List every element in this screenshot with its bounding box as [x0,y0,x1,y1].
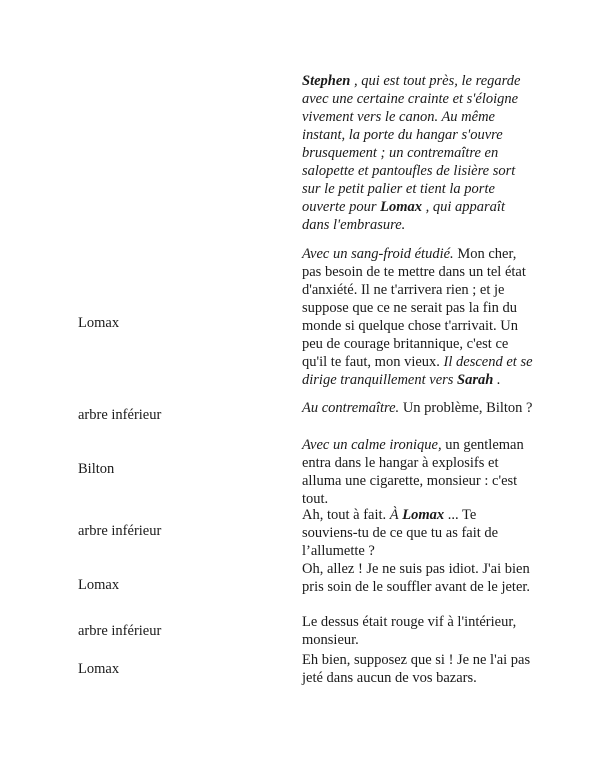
character-name: Lomax [380,199,423,215]
spoken-text: Eh bien, supposez que si ! Je ne l'ai pas jeté dans aucun de vos bazars. [302,652,531,686]
speaker-name: arbre inférieur [78,523,162,539]
stage-text: . [493,372,501,388]
speaker-name: arbre inférieur [78,407,162,423]
character-name: Lomax [402,507,445,523]
stage-text: À [389,507,399,523]
spoken-text: Un problème, Bilton ? [399,400,533,416]
dialogue-text [302,613,534,649]
dialogue-text [302,399,534,417]
dialogue-text [302,651,534,687]
stage-text: Il descend et se dirige tranquillement vers [302,354,533,388]
speaker-name: Lomax [78,661,120,677]
stage-text: , qui apparaît dans l'embrasure. [302,199,505,233]
character-name: Sarah [457,372,494,388]
stage-text: Au contremaître. [302,400,400,416]
dialogue-text [302,560,534,596]
speaker-name: Bilton [78,461,115,477]
speaker-name: Lomax [78,577,120,593]
spoken-text: ... Te souviens-tu de ce que tu as fait de l’allumette ? [302,507,499,559]
dialogue-text [302,506,534,560]
character-name: Stephen [302,73,351,89]
spoken-text: Ah, tout à fait. [302,507,390,523]
spoken-text: Mon cher, pas besoin de te mettre dans un tel état d'anxiété. Il ne t'arrivera rien ; et je suppose que ce ne serait pas la fin du monde si quelque chose t'arrivait. Un peu de courage britannique, c'est ce qu'il te faut, mon vieux. [302,246,526,370]
dialogue-text [302,72,534,234]
stage-text: Avec un sang-froid étudié. [302,246,454,262]
stage-text: Avec un calme ironique, [302,437,442,453]
dialogue-text [302,245,534,389]
speaker-name: arbre inférieur [78,623,162,639]
speaker-name: Lomax [78,315,120,331]
spoken-text: Oh, allez ! Je ne suis pas idiot. J'ai bien pris soin de le souffler avant de le jeter. [302,561,531,595]
spoken-text: un gentleman entra dans le hangar à explosifs et alluma une cigarette, monsieur : c'est tout. [302,437,524,507]
stage-text: , qui est tout près, le regarde avec une certaine crainte et s'éloigne vivement vers le canon. Au même instant, la porte du hangar s'ouvre brusquement ; un contremaître en salopette et pantoufles de lisière sort sur le petit palier et tient la porte ouverte pour [302,73,521,215]
spoken-text: Le dessus était rouge vif à l'intérieur, monsieur. [302,614,517,648]
dialogue-text [302,436,534,508]
